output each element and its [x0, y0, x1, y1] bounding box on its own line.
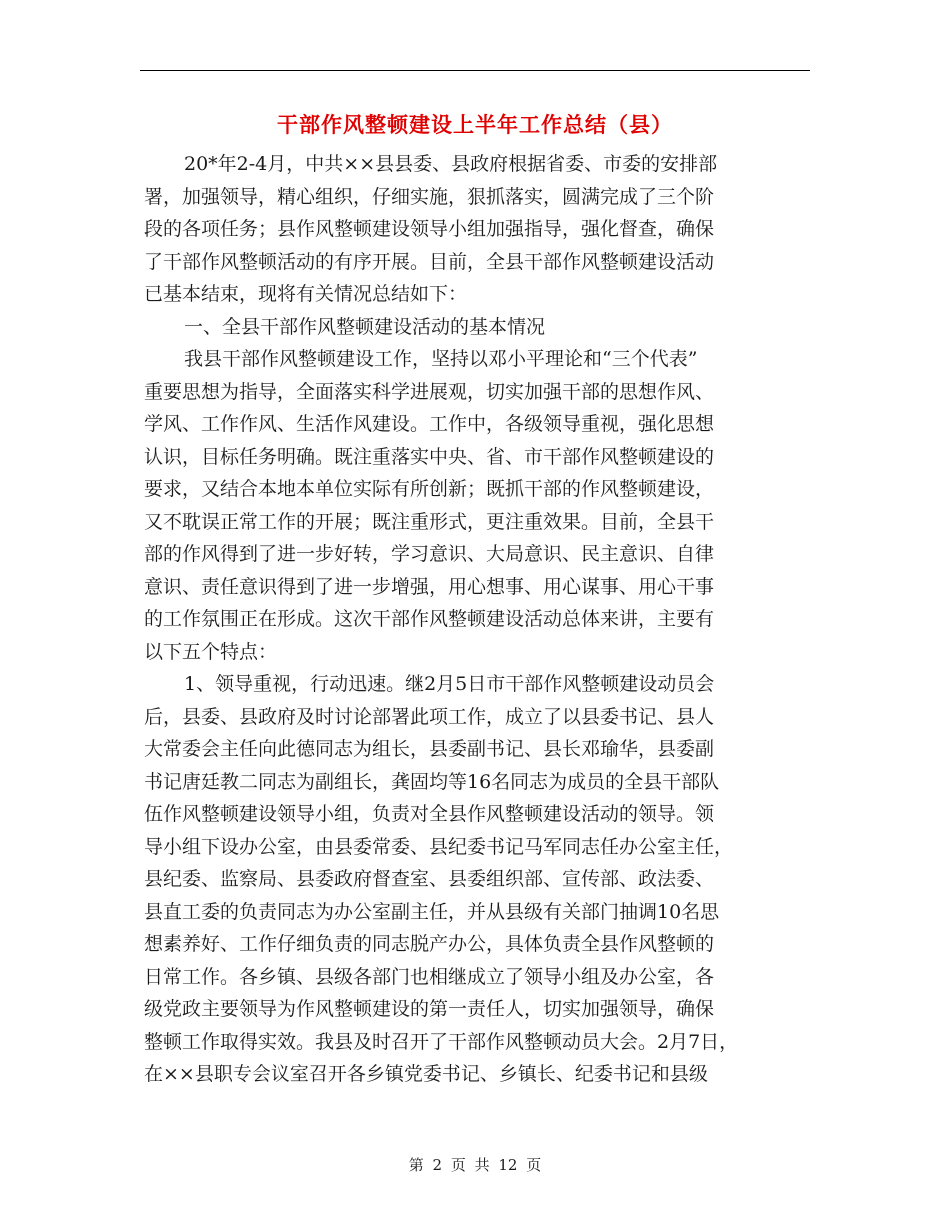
- body-line: 想素养好、工作仔细负责的同志脱产办公，具体负责全县作风整顿的: [144, 933, 715, 955]
- body-line: 署，加强领导，精心组织，仔细实施，狠抓落实，圆满完成了三个阶: [144, 185, 715, 208]
- body-line: 在××县职专会议室召开各乡镇党委书记、乡镇长、纪委书记和县级: [144, 1063, 708, 1085]
- body-line: 县直工委的负责同志为办公室副主任，并从县级有关部门抽调10名思: [144, 900, 720, 923]
- body-line: 级党政主要领导为作风整顿建设的第一责任人，切实加强领导，确保: [144, 998, 715, 1020]
- body-line: 的工作氛围正在形成。这次干部作风整顿建设活动总体来讲，主要有: [144, 608, 715, 630]
- body-line: 后，县委、县政府及时讨论部署此项工作，成立了以县委书记、县人: [144, 705, 715, 728]
- document-title: 干部作风整顿建设上半年工作总结（县）: [277, 112, 673, 137]
- body-line: 导小组下设办公室，由县委常委、县纪委书记马军同志任办公室主任，: [144, 835, 734, 858]
- body-line: 整顿工作取得实效。我县及时召开了干部作风整顿动员大会。2月7日，: [144, 1030, 739, 1053]
- body-line: 了干部作风整顿活动的有序开展。目前，全县干部作风整顿建设活动: [144, 250, 715, 273]
- body-line: 县纪委、监察局、县委政府督查室、县委组织部、宣传部、政法委、: [144, 868, 715, 890]
- body-line: 意识、责任意识得到了进一步增强，用心想事、用心谋事、用心干事: [144, 575, 715, 598]
- header-rule: [140, 70, 810, 71]
- body-line: 学风、工作作风、生活作风建设。工作中，各级领导重视，强化思想: [144, 413, 715, 435]
- body-line: 伍作风整顿建设领导小组，负责对全县作风整顿建设活动的领导。领: [144, 803, 715, 825]
- body-line: 认识，目标任务明确。既注重落实中央、省、市干部作风整顿建设的: [144, 445, 715, 468]
- body-line: 20*年2-4月，中共××县县委、县政府根据省委、市委的安排部: [184, 153, 718, 175]
- body-line: 又不耽误正常工作的开展；既注重形式，更注重效果。目前，全县干: [144, 510, 715, 533]
- body-line: 1、领导重视，行动迅速。继2月5日市干部作风整顿建设动员会: [184, 673, 715, 695]
- body-line: 日常工作。各乡镇、县级各部门也相继成立了领导小组及办公室，各: [144, 965, 715, 988]
- section-heading: 一、全县干部作风整顿建设活动的基本情况: [184, 315, 546, 338]
- body-line: 部的作风得到了进一步好转，学习意识、大局意识、民主意识、自律: [144, 543, 715, 565]
- body-line: 重要思想为指导，全面落实科学进展观，切实加强干部的思想作风、: [144, 380, 715, 403]
- body-line: 大常委会主任向此德同志为组长，县委副书记、县长邓瑜华，县委副: [144, 738, 715, 760]
- page-number-footer: 第 2 页 共 12 页: [408, 1156, 542, 1174]
- body-line: 要求，又结合本地本单位实际有所创新；既抓干部的作风整顿建设，: [144, 478, 715, 500]
- body-line: 书记唐廷教二同志为副组长，龚固均等16名同志为成员的全县干部队: [144, 770, 720, 793]
- body-line: 我县干部作风整顿建设工作，坚持以邓小平理论和“三个代表”: [184, 348, 698, 370]
- body-line: 已基本结束，现将有关情况总结如下：: [144, 283, 468, 305]
- document-body: [144, 148, 810, 1091]
- body-line: 段的各项任务；县作风整顿建设领导小组加强指导，强化督查，确保: [144, 218, 715, 240]
- body-line: 以下五个特点：: [144, 640, 278, 663]
